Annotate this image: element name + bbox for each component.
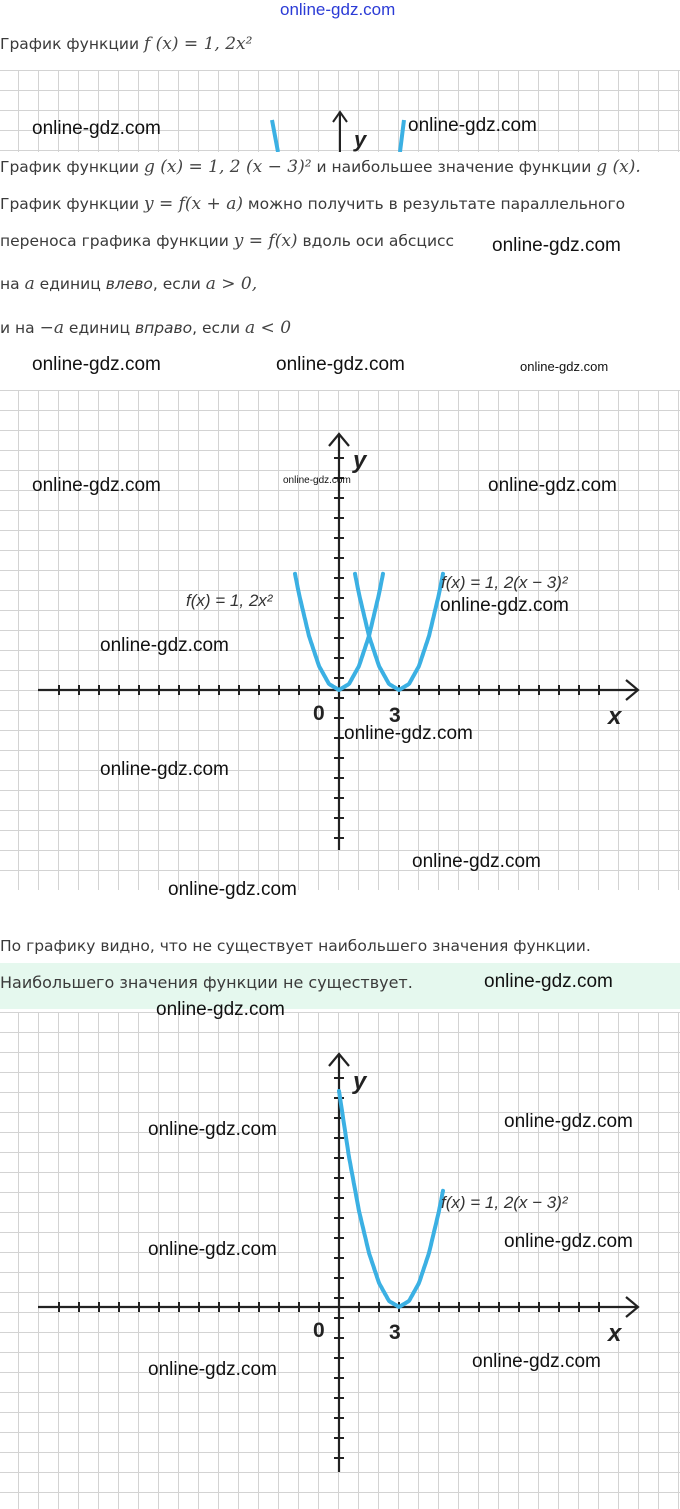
header-watermark[interactable]: online-gdz.com: [280, 0, 396, 19]
origin-label: 0: [313, 702, 325, 725]
line5-var: −a: [39, 318, 64, 338]
watermark-text[interactable]: online-gdz.com: [504, 1111, 633, 1132]
line4-prefix: на: [0, 275, 20, 293]
f-curve-fragment: [272, 120, 278, 152]
line2-suffix: можно получить в результате параллельного: [247, 195, 626, 213]
line3-suffix: вдоль оси абсцисс: [302, 232, 455, 250]
line4-if: , если: [152, 275, 201, 293]
watermark-text[interactable]: online-gdz.com: [156, 999, 285, 1020]
line5-condition: a < 0: [245, 318, 292, 338]
watermark-text[interactable]: online-gdz.com: [488, 475, 617, 496]
explanation-line-4: [0, 274, 257, 294]
watermark-text[interactable]: online-gdz.com: [32, 354, 161, 375]
explanation-line-3: [0, 231, 454, 251]
watermark-text[interactable]: online-gdz.com: [408, 115, 537, 136]
intro-text: [0, 34, 252, 54]
line5-direction: вправо: [134, 319, 193, 337]
g-curve-fragment: [400, 120, 404, 152]
watermark-text[interactable]: online-gdz.com: [412, 851, 541, 872]
watermark-text[interactable]: online-gdz.com: [100, 635, 229, 656]
origin-label: 0: [313, 1319, 325, 1342]
line5-mid: единиц: [68, 319, 130, 337]
line3-prefix: переноса графика функции: [0, 232, 229, 250]
line1-prefix: График функции: [0, 158, 140, 176]
explanation-line-5: [0, 318, 291, 338]
y-axis-label: y: [353, 1068, 367, 1095]
explanation-line-2: [0, 194, 625, 214]
watermark-text[interactable]: online-gdz.com: [32, 475, 161, 496]
line4-var: a: [24, 274, 35, 294]
explanation-block: [0, 152, 680, 362]
watermark-text[interactable]: online-gdz.com: [440, 595, 569, 616]
curve-f-x-1-2-x-3-: [339, 1091, 443, 1307]
watermark-text[interactable]: online-gdz.com: [148, 1119, 277, 1140]
line1-formula2: g (x).: [596, 157, 641, 177]
watermark-text[interactable]: online-gdz.com: [100, 759, 229, 780]
intro-prefix: График функции: [0, 35, 140, 53]
watermark-text[interactable]: online-gdz.com: [32, 118, 161, 139]
tick-three-label: 3: [389, 1321, 401, 1344]
answer-text: Наибольшего значения функции не существует.: [0, 973, 413, 992]
watermark-text[interactable]: online-gdz.com: [168, 879, 297, 900]
watermark-text[interactable]: online-gdz.com: [148, 1359, 277, 1380]
line4-mid: единиц: [39, 275, 101, 293]
watermark-text[interactable]: online-gdz.com: [344, 723, 473, 744]
watermark-text[interactable]: online-gdz.com: [472, 1351, 601, 1372]
f-label: f(x) = 1, 2x²: [186, 591, 273, 610]
watermark-text[interactable]: online-gdz.com: [484, 971, 613, 992]
line5-if: , если: [192, 319, 241, 337]
watermark-text[interactable]: online-gdz.com: [276, 354, 405, 375]
line1-formula: g (x) = 1, 2 (x − 3)²: [143, 157, 312, 177]
conclusion-text: По графику видно, что не существует наибольшего значения функции.: [0, 937, 591, 955]
watermark-text[interactable]: online-gdz.com: [148, 1239, 277, 1260]
x-axis-label: x: [608, 703, 622, 730]
line4-direction: влево: [105, 275, 153, 293]
watermark-text[interactable]: online-gdz.com: [520, 359, 609, 374]
line2-prefix: График функции: [0, 195, 140, 213]
watermark-text[interactable]: online-gdz.com: [504, 1231, 633, 1252]
line1-suffix: и наибольшее значение функции: [316, 158, 592, 176]
tick-three-label: 3: [389, 704, 401, 727]
watermark-text[interactable]: online-gdz.com: [492, 235, 621, 256]
explanation-line-1: [0, 157, 641, 177]
g-label: f(x) = 1, 2(x − 3)²: [441, 573, 568, 592]
intro-formula: f (x) = 1, 2x²: [143, 34, 253, 54]
graph-2: [0, 1012, 680, 1509]
line2-formula: y = f(x + a): [143, 194, 243, 214]
line5-prefix: и на: [0, 319, 35, 337]
curve-f-x-1-2-x-3-: [355, 574, 443, 690]
watermark-text[interactable]: online-gdz.com: [283, 475, 351, 486]
line3-formula: y = f(x): [233, 231, 298, 251]
y-axis-label: y: [353, 447, 367, 474]
line4-condition: a > 0,: [205, 274, 258, 294]
g-label: f(x) = 1, 2(x − 3)²: [441, 1193, 568, 1212]
x-axis-label: x: [608, 1320, 622, 1347]
y-axis-label-fragment: y: [354, 127, 367, 152]
